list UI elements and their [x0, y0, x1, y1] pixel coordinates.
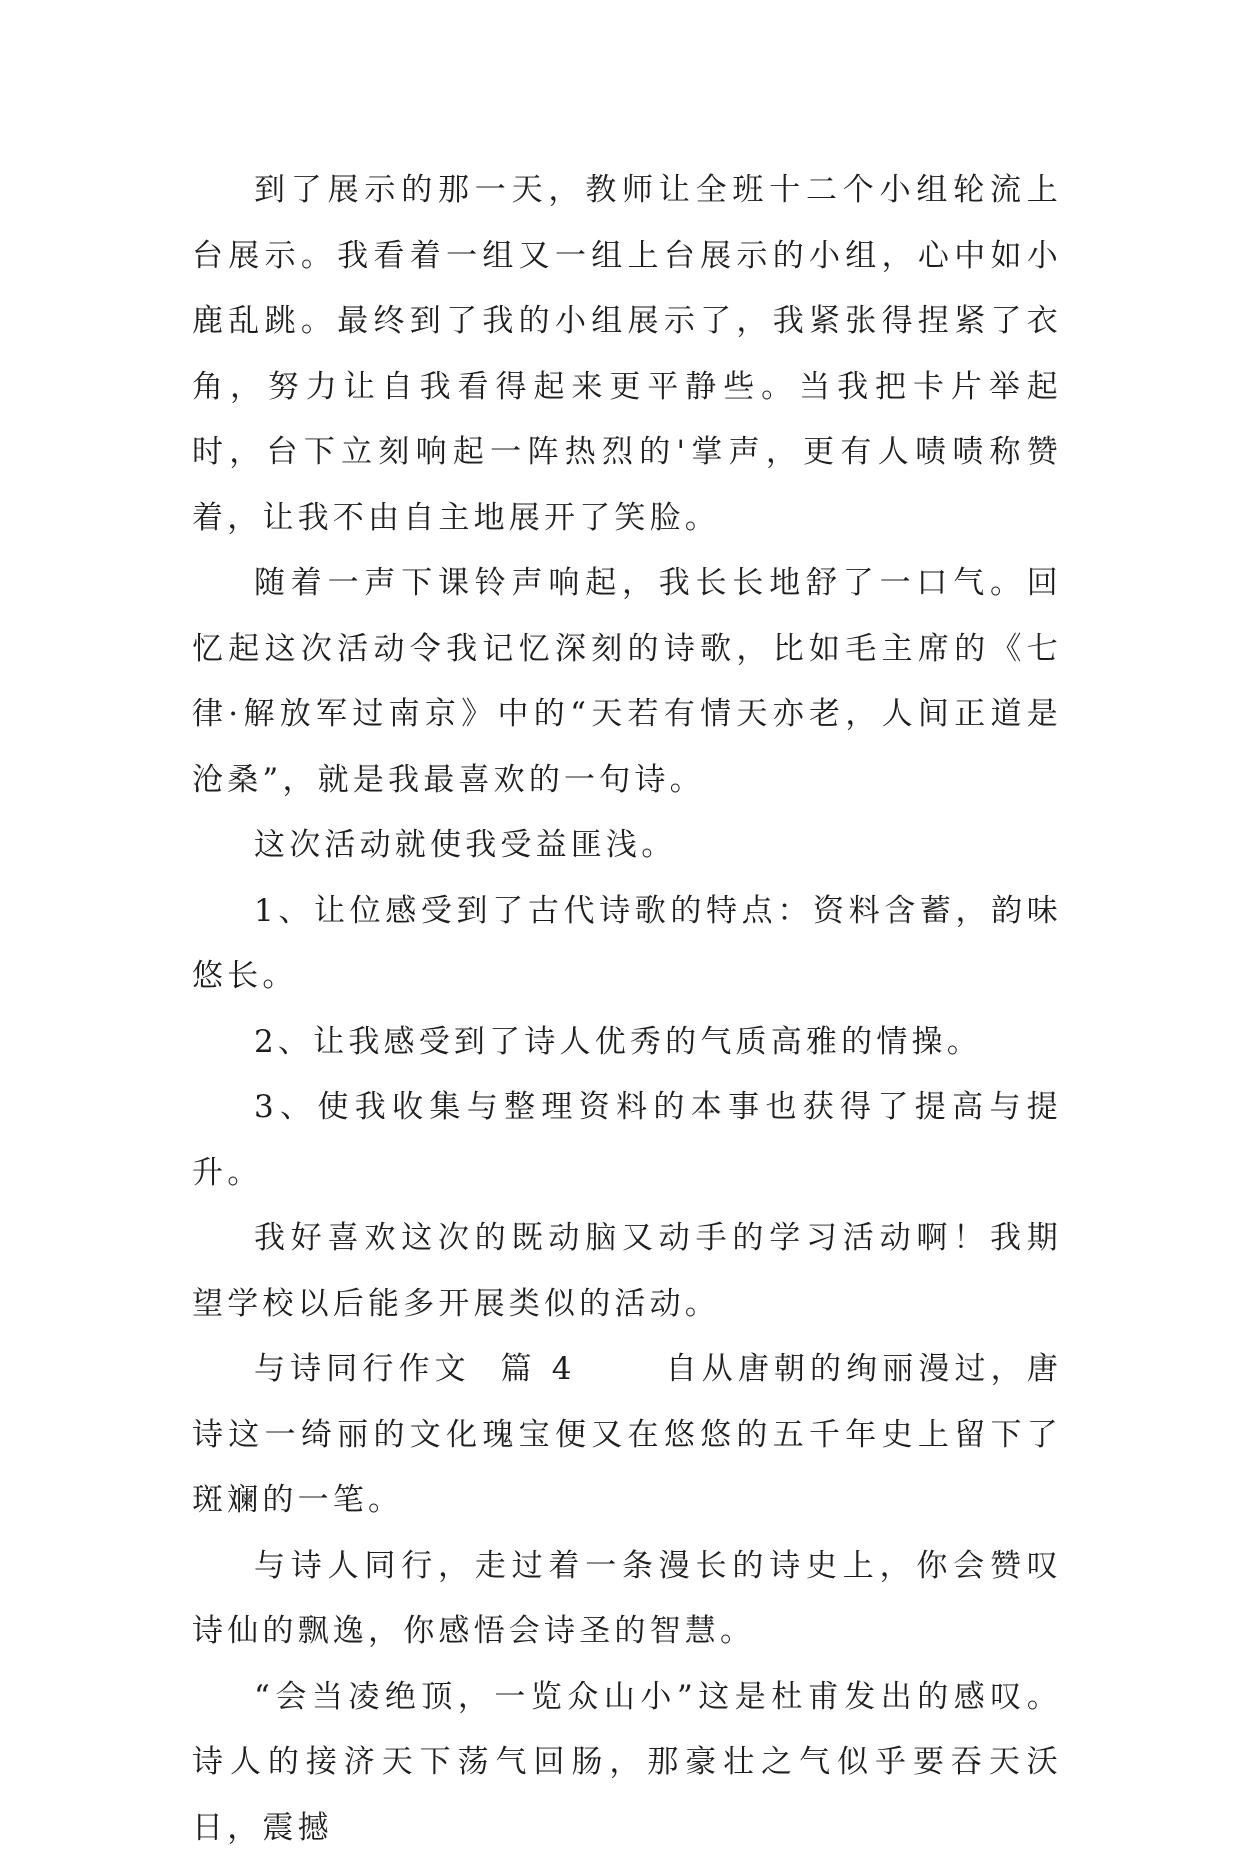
paragraph-hope: 我好喜欢这次的既动脑又动手的学习活动啊！我期望学校以后能多开展类似的活动。 [192, 1206, 1062, 1337]
list-item-1: 1、让位感受到了古代诗歌的特点：资料含蓄，韵味悠长。 [192, 879, 1062, 1010]
paragraph-walk-with-poets: 与诗人同行，走过着一条漫长的诗史上，你会赞叹诗仙的飘逸，你感悟会诗圣的智慧。 [192, 1534, 1062, 1665]
list-item-3: 3、使我收集与整理资料的本事也获得了提高与提升。 [192, 1075, 1062, 1206]
list-item-2: 2、让我感受到了诗人优秀的气质高雅的情操。 [192, 1010, 1062, 1076]
paragraph-benefit: 这次活动就使我受益匪浅。 [192, 813, 1062, 879]
paragraph-du-fu-quote: “会当凌绝顶，一览众山小”这是杜甫发出的感叹。诗人的接济天下荡气回肠，那豪壮之气似乎要吞天沃日，震撼 [192, 1665, 1062, 1861]
paragraph-display-day: 到了展示的那一天，教师让全班十二个小组轮流上台展示。我看着一组又一组上台展示的小组，心中如小鹿乱跳。最终到了我的小组展示了，我紧张得捏紧了衣角，努力让自我看得起来更平静些。当我把卡片举起时，台下立刻响起一阵热烈的'掌声，更有人啧啧称赞着，让我不由自主地展开了笑脸。 [192, 158, 1062, 551]
paragraph-essay-4-start: 与诗同行作文 篇 4 自从唐朝的绚丽漫过，唐诗这一绮丽的文化瑰宝便又在悠悠的五千年史上留下了斑斓的一笔。 [192, 1337, 1062, 1534]
document-body [192, 158, 1062, 1861]
paragraph-bell-rings: 随着一声下课铃声响起，我长长地舒了一口气。回忆起这次活动令我记忆深刻的诗歌，比如毛主席的《七律·解放军过南京》中的“天若有情天亦老，人间正道是沧桑”，就是我最喜欢的一句诗。 [192, 551, 1062, 813]
